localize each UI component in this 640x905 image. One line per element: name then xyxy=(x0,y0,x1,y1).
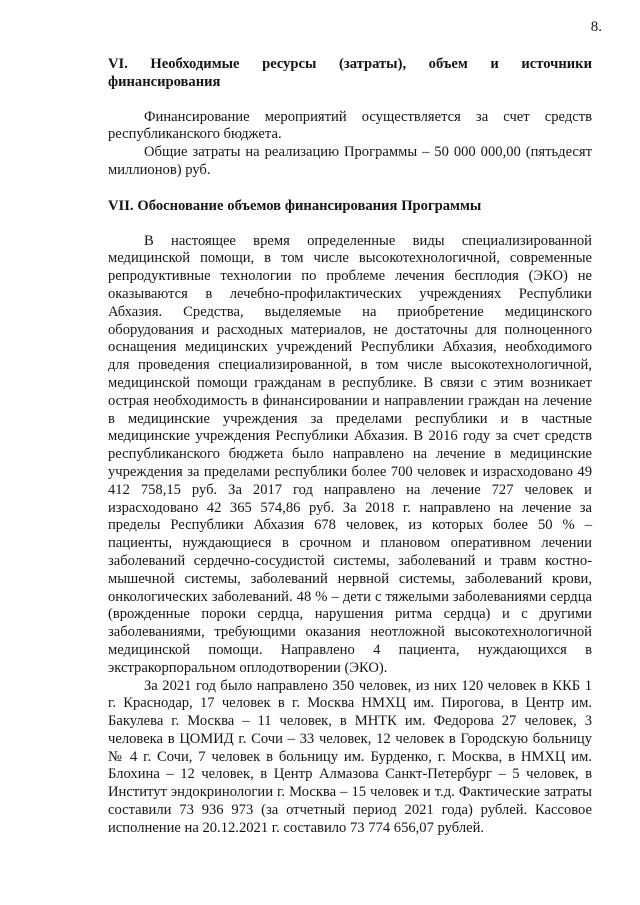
section-7-paragraph-2: За 2021 год было направлено 350 человек, из них 120 человек в ККБ 1 г. Краснодар, 17 человек в г. Москва НМХЦ им. Пирогова, в Центр им. Бакулева г. Москва – 11 человек, в МНТК им. Федорова 27 человек, 3 человека в ЦОМИД г. Сочи – 33 человек, 12 человек в Городскую больницу № 4 г. Сочи, 7 человек в больницу им. Бурденко, г. Москва, в НМХЦ им. Блохина – 12 человек, в Центр Алмазова Санкт-Петербург – 5 человек, в Институт эндокринологии г. Москва – 15 человек и т.д. Фактические затраты составили 73 936 973 (за отчетный период 2021 года) рублей. Кассовое исполнение на 20.12.2021 г. составило 73 774 656,07 рублей. xyxy=(108,677,592,836)
document-body xyxy=(108,56,592,838)
section-6-paragraph-1: Финансирование мероприятий осуществляется за счет средств республиканского бюджета. xyxy=(108,108,592,143)
page-number: 8. xyxy=(590,19,602,35)
section-6-paragraph-2: Общие затраты на реализацию Программы – 50 000 000,00 (пятьдесят миллионов) руб. xyxy=(108,144,592,178)
section-7-paragraph-1: В настоящее время определенные виды специализированной медицинской помощи, в том числе высокотехнологичной, современные репродуктивные технологии по проблеме лечения бесплодия (ЭКО) не оказываются в лечебно-профилактических учреждениях Республики Абхазия. Средства, выделяемые на приобретение медицинского оборудования и расходных материалов, не достаточны для полноценного оснащения медицинских учреждений Республики Абхазия, необходимого для проведения специализированной, в том числе высокотехнологичной, медицинской помощи гражданам в республике. В связи с этим возникает острая необходимость в финансировании и направлении граждан на лечение в медицинские учреждения за пределами республики и в частные медицинские учреждения Республики Абхазия. В 2016 году за счет средств республиканского бюджета было направлено на лечение в медицинские учреждения за пределами республики более 700 человек и израсходовано 49 412 758,15 руб. За 2017 год направлено на лечение 727 человек и израсходовано 42 365 574,86 руб. За 2018 г. направлено на лечение за пределы Республики Абхазия 678 человек, из которых более 50 % – пациенты, нуждающиеся в срочном и плановом оперативном лечении заболеваний сердечно-сосудистой системы, заболеваний и травм костно-мышечной системы, заболеваний нервной системы, заболеваний крови, онкологических заболеваний. 48 % – дети с тяжелыми заболеваниями сердца (врожденные пороки сердца, нарушения ритма сердца) и с другими заболеваниями, требующими оказания неотложной высокотехнологичной медицинской помощи. Направлено 4 пациента, нуждающихся в экстракорпоральном оплодотворении (ЭКО). xyxy=(108,232,592,676)
section-6-heading: VI. Необходимые ресурсы (затраты), объем и источники финансирования xyxy=(108,56,592,90)
section-7-heading: VII. Обоснование объемов финансирования Программы xyxy=(108,197,482,214)
